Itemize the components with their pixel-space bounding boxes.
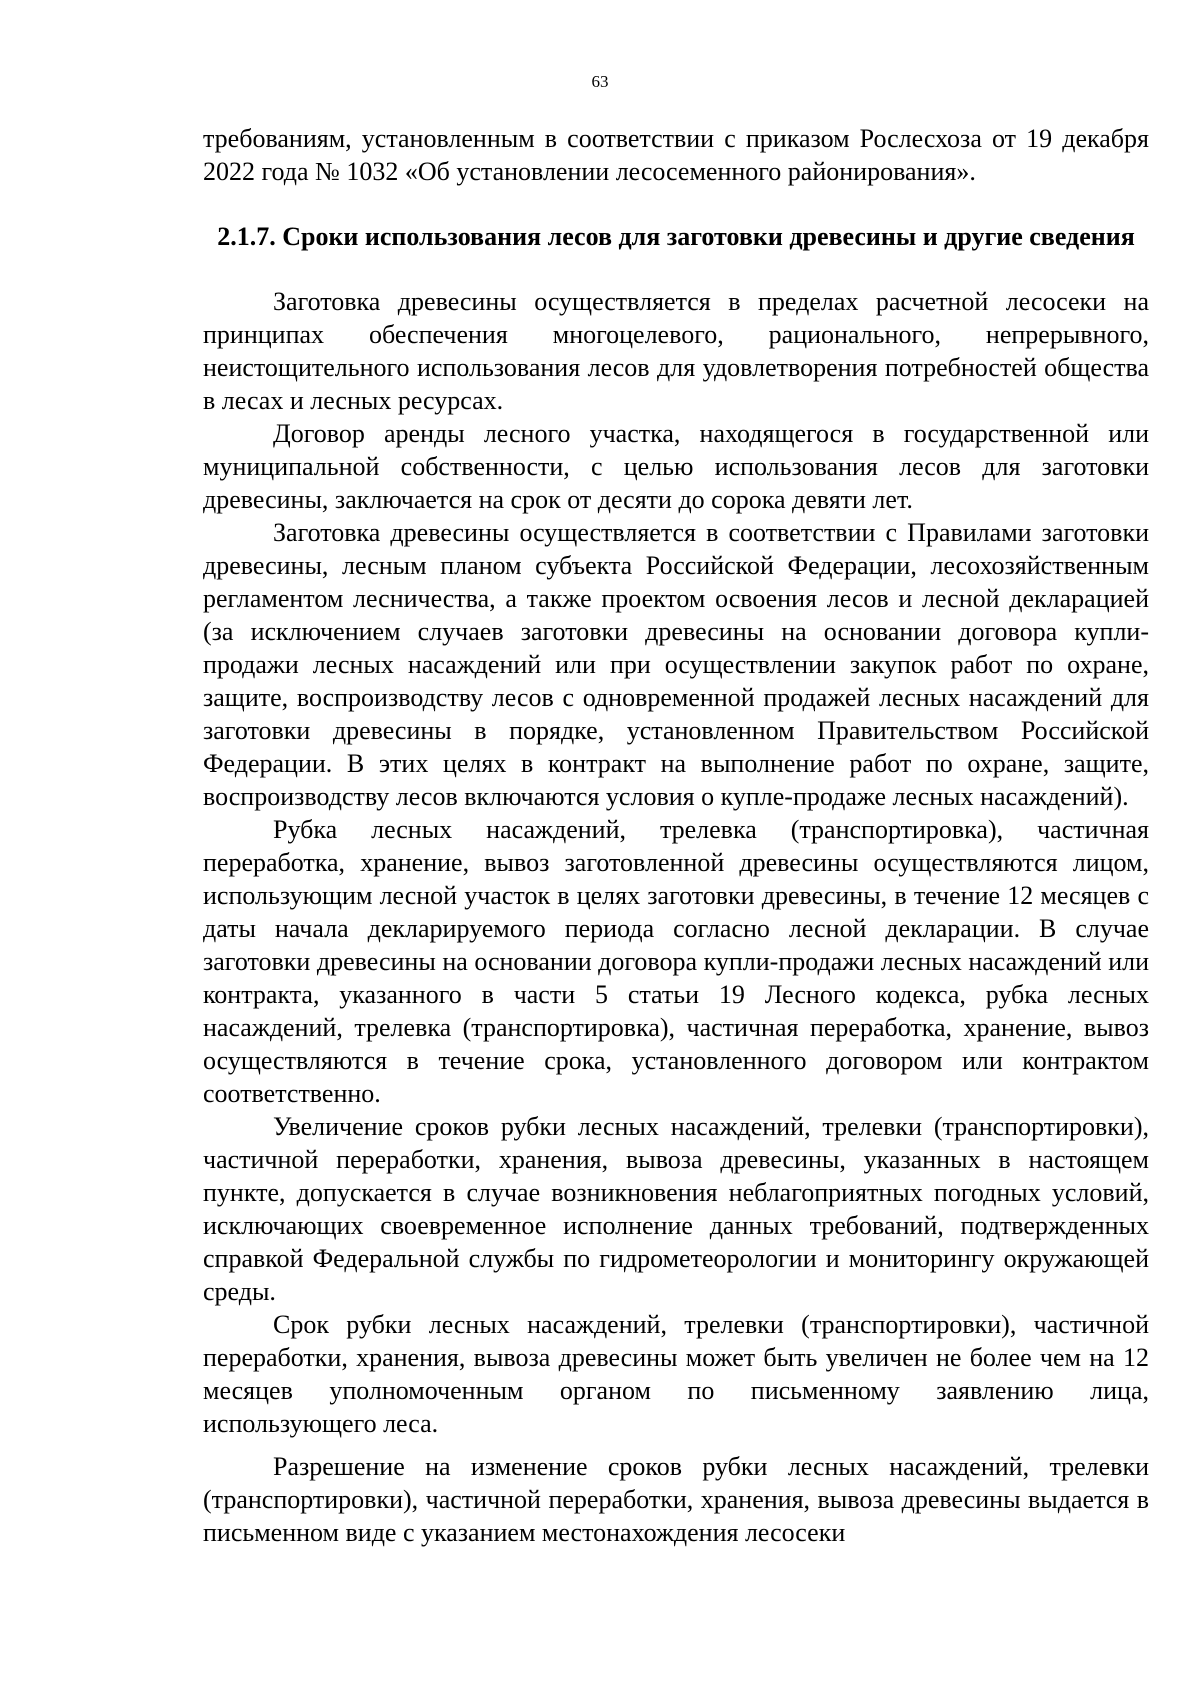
paragraph-1: Заготовка древесины осуществляется в пределах расчетной лесосеки на принципах обеспечения многоцелевого, рационального, непрерывного, неистощительного использования лесов для удовлетворения потребностей общества в лесах и лесных ресурсах. (203, 287, 1149, 415)
paragraph-5: Увеличение сроков рубки лесных насаждений, трелевки (транспортировки), частичной переработки, хранения, вывоза древесины, указанных в настоящем пункте, допускается в случае возникновения неблагоприятных погодных условий, исключающих своевременное исполнение данных требований, подтвержденных справкой Федеральной службы по гидрометеорологии и мониторингу окружающей среды. (203, 1112, 1149, 1306)
paragraph-2: Договор аренды лесного участка, находящегося в государственной или муниципальной собственности, с целью использования лесов для заготовки древесины, заключается на срок от десяти до сорока девяти лет. (203, 419, 1149, 514)
document-body (203, 122, 1149, 1549)
intro-paragraph: требованиям, установленным в соответствии с приказом Рослесхоза от 19 декабря 2022 года № 1032 «Об установлении лесосеменного районирования». (203, 124, 1149, 186)
paragraph-6: Срок рубки лесных насаждений, трелевки (транспортировки), частичной переработки, хранения, вывоза древесины может быть увеличен не более чем на 12 месяцев уполномоченным органом по письменному заявлению лица, использующего леса. (203, 1310, 1149, 1438)
paragraph-3: Заготовка древесины осуществляется в соответствии с Правилами заготовки древесины, лесным планом субъекта Российской Федерации, лесохозяйственным регламентом лесничества, а также проектом освоения лесов и лесной декларацией (за исключением случаев заготовки древесины на основании договора купли-продажи лесных насаждений или при осуществлении закупок работ по охране, защите, воспроизводству лесов с одновременной продажей лесных насаждений для заготовки древесины в порядке, установленном Правительством Российской Федерации. В этих целях в контракт на выполнение работ по охране, защите, воспроизводству лесов включаются условия о купле-продаже лесных насаждений). (203, 518, 1149, 811)
page-number: 63 (591, 72, 609, 91)
section-heading: 2.1.7. Сроки использования лесов для заготовки древесины и другие сведения (217, 222, 1135, 251)
paragraph-7: Разрешение на изменение сроков рубки лесных насаждений, трелевки (транспортировки), частичной переработки, хранения, вывоза древесины выдается в письменном виде с указанием местонахождения лесосеки (203, 1452, 1149, 1547)
paragraph-4: Рубка лесных насаждений, трелевка (транспортировка), частичная переработка, хранение, вывоз заготовленной древесины осуществляются лицом, использующим лесной участок в целях заготовки древесины, в течение 12 месяцев с даты начала декларируемого периода согласно лесной декларации. В случае заготовки древесины на основании договора купли-продажи лесных насаждений или контракта, указанного в части 5 статьи 19 Лесного кодекса, рубка лесных насаждений, трелевка (транспортировка), частичная переработка, хранение, вывоз осуществляются в течение срока, установленного договором или контрактом соответственно. (203, 815, 1149, 1108)
paragraph-gap (203, 1440, 1149, 1450)
